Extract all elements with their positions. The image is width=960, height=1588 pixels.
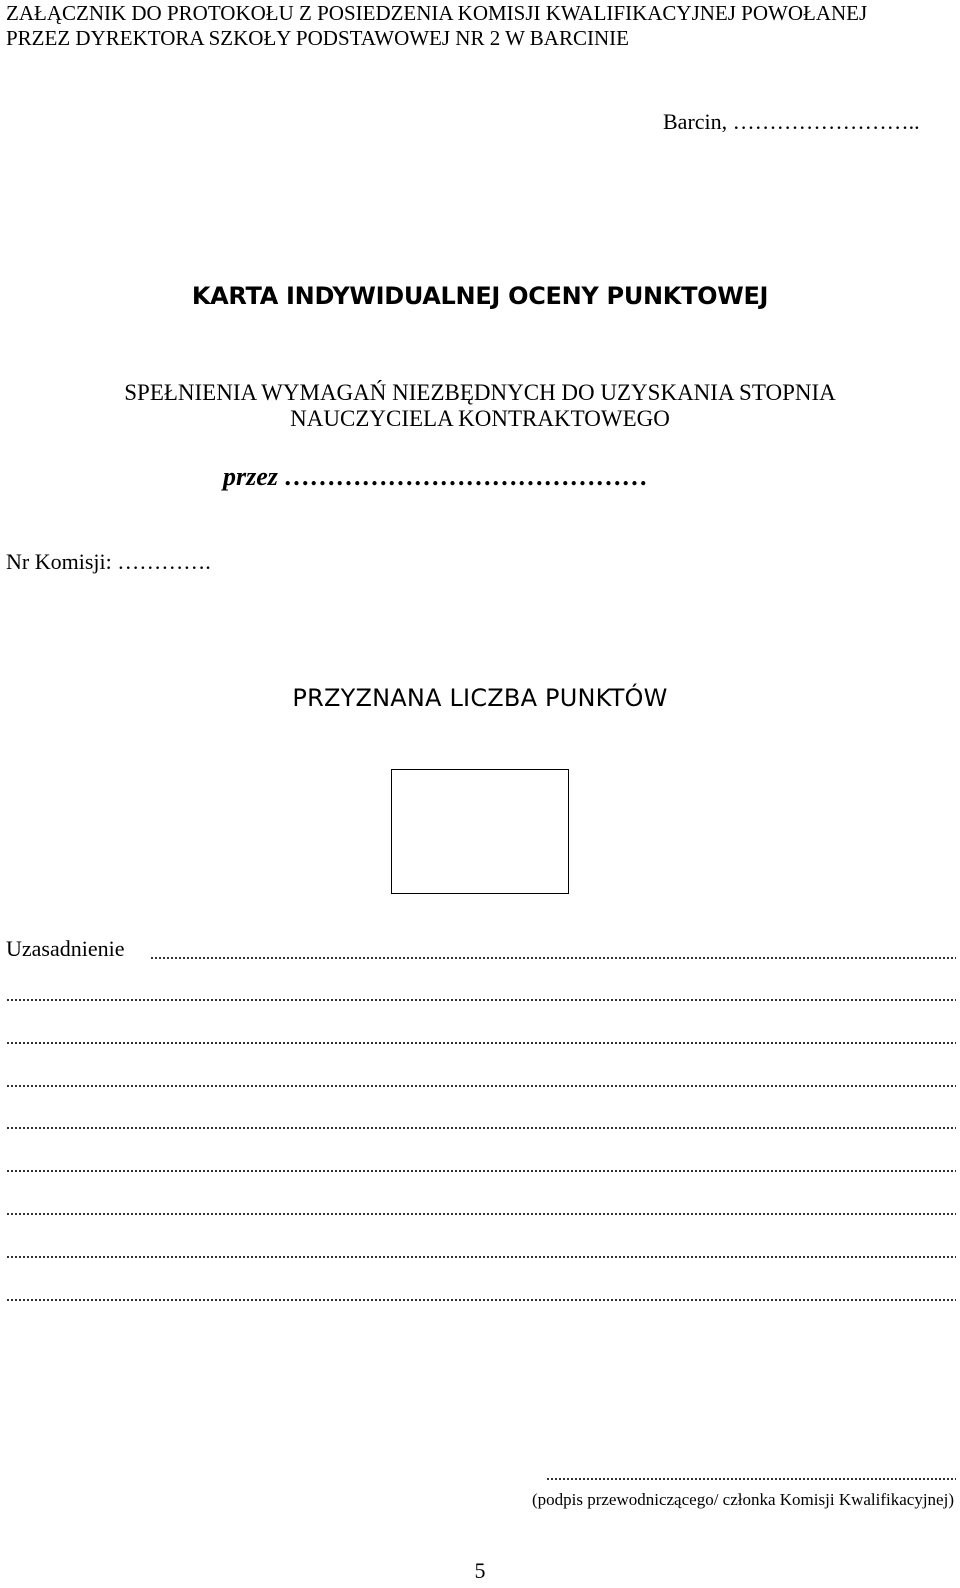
justification-dotted-fill	[150, 957, 956, 959]
header-line-1: ZAŁĄCZNIK DO PROTOKOŁU Z POSIEDZENIA KOMISJI KWALIFIKACYJNEJ POWOŁANEJ	[6, 1, 868, 25]
signature-line[interactable]	[546, 1478, 956, 1480]
header-line-2: PRZEZ DYREKTORA SZKOŁY PODSTAWOWEJ NR 2 W BARCINIE	[6, 26, 629, 50]
justification-line[interactable]	[6, 1042, 956, 1044]
subtitle-line-1: SPEŁNIENIA WYMAGAŃ NIEZBĘDNYCH DO UZYSKANIA STOPNIA	[124, 380, 836, 405]
justification-label: Uzasadnienie	[6, 936, 125, 961]
date-line: Barcin, ……………………..	[663, 109, 920, 134]
justification-line[interactable]	[6, 1299, 956, 1301]
commission-number-line: Nr Komisji: ………….	[6, 549, 211, 574]
points-box[interactable]	[391, 769, 569, 894]
justification-line[interactable]	[6, 1127, 956, 1129]
page-title: KARTA INDYWIDUALNEJ OCENY PUNKTOWEJ	[191, 282, 769, 310]
subtitle-line-2: NAUCZYCIELA KONTRAKTOWEGO	[290, 406, 670, 431]
justification-line[interactable]	[6, 1170, 956, 1172]
justification-line[interactable]	[6, 1256, 956, 1258]
justification-line[interactable]	[6, 999, 956, 1001]
candidate-name-line: przez ……………………………………	[223, 462, 649, 491]
points-title: PRZYZNANA LICZBA PUNKTÓW	[292, 684, 668, 712]
signature-caption: (podpis przewodniczącego/ członka Komisji Kwalifikacyjnej)	[531, 1490, 954, 1509]
justification-line[interactable]	[6, 1085, 956, 1087]
page-number: 5	[474, 1558, 486, 1583]
justification-line[interactable]	[6, 1213, 956, 1215]
